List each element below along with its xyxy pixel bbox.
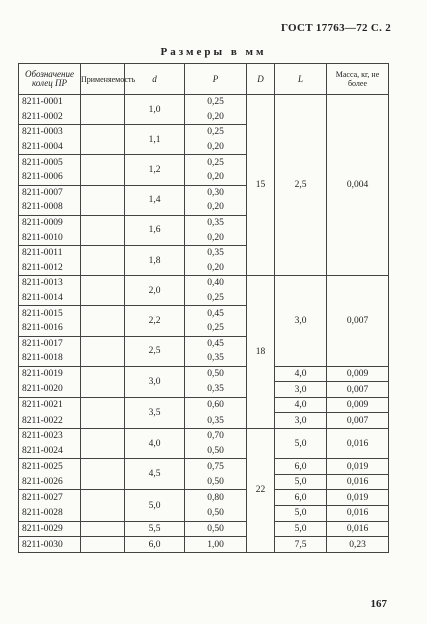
- application-cell: [81, 155, 125, 185]
- p-value: 0,35: [185, 382, 247, 398]
- p-value: 0,50: [185, 521, 247, 537]
- l-value: 5,0: [275, 474, 327, 490]
- row-code: 8211-0011: [19, 245, 81, 260]
- row-code: 8211-0009: [19, 215, 81, 230]
- l-value: 3,0: [275, 382, 327, 398]
- l-value: 3,0: [275, 413, 327, 429]
- l-value: 4,0: [275, 366, 327, 382]
- row-code: 8211-0025: [19, 459, 81, 475]
- row-code: 8211-0014: [19, 291, 81, 306]
- p-value: 0,20: [185, 230, 247, 245]
- row-code: 8211-0015: [19, 306, 81, 321]
- row-code: 8211-0008: [19, 200, 81, 215]
- d-outer-value: 18: [247, 276, 275, 429]
- mass-value: 0,016: [327, 521, 389, 537]
- p-value: 0,35: [185, 351, 247, 366]
- mass-value: 0,016: [327, 429, 389, 459]
- row-code: 8211-0018: [19, 351, 81, 366]
- mass-value: 0,004: [327, 95, 389, 276]
- row-code: 8211-0002: [19, 110, 81, 125]
- application-cell: [81, 306, 125, 336]
- application-cell: [81, 537, 125, 553]
- l-value: 7,5: [275, 537, 327, 553]
- row-code: 8211-0017: [19, 336, 81, 351]
- table-row: [19, 413, 389, 429]
- mass-value: 0,016: [327, 506, 389, 522]
- application-cell: [81, 276, 125, 306]
- table-row: [19, 276, 389, 291]
- d-value: 3,0: [125, 366, 185, 397]
- col-header-p: P: [185, 64, 247, 95]
- table-row: [19, 459, 389, 475]
- p-value: 0,45: [185, 306, 247, 321]
- mass-value: 0,019: [327, 490, 389, 506]
- p-value: 0,30: [185, 185, 247, 200]
- d-value: 2,0: [125, 276, 185, 306]
- application-cell: [81, 490, 125, 521]
- col-header-d-outer: D: [247, 64, 275, 95]
- d-value: 1,1: [125, 125, 185, 155]
- row-code: 8211-0029: [19, 521, 81, 537]
- col-header-l: L: [275, 64, 327, 95]
- row-code: 8211-0023: [19, 429, 81, 444]
- row-code: 8211-0021: [19, 397, 81, 413]
- col-header-application: Применяемость: [81, 64, 125, 95]
- l-value: 6,0: [275, 459, 327, 475]
- p-value: 1,00: [185, 537, 247, 553]
- d-value: 2,2: [125, 306, 185, 336]
- table-row: [19, 537, 389, 553]
- application-cell: [81, 95, 125, 125]
- row-code: 8211-0010: [19, 230, 81, 245]
- mass-value: 0,019: [327, 459, 389, 475]
- l-value: 3,0: [275, 276, 327, 367]
- p-value: 0,20: [185, 170, 247, 185]
- mass-value: 0,009: [327, 397, 389, 413]
- table-row: [19, 95, 389, 110]
- application-cell: [81, 336, 125, 366]
- d-value: 1,8: [125, 245, 185, 275]
- d-value: 1,4: [125, 185, 185, 215]
- application-cell: [81, 429, 125, 459]
- row-code: 8211-0026: [19, 474, 81, 490]
- l-value: 2,5: [275, 95, 327, 276]
- mass-value: 0,007: [327, 413, 389, 429]
- table-row: [19, 490, 389, 506]
- row-code: 8211-0012: [19, 261, 81, 276]
- p-value: 0,25: [185, 95, 247, 110]
- p-value: 0,40: [185, 276, 247, 291]
- col-header-designation: Обозначение колец ПР: [19, 64, 81, 95]
- table-row: [19, 382, 389, 398]
- p-value: 0,70: [185, 429, 247, 444]
- p-value: 0,80: [185, 490, 247, 506]
- d-value: 5,0: [125, 490, 185, 521]
- table-row: [19, 506, 389, 522]
- application-cell: [81, 366, 125, 397]
- page-header: [0, 22, 427, 38]
- table-header-row: [19, 64, 389, 95]
- application-cell: [81, 397, 125, 428]
- application-cell: [81, 459, 125, 490]
- p-value: 0,45: [185, 336, 247, 351]
- d-value: 1,2: [125, 155, 185, 185]
- p-value: 0,75: [185, 459, 247, 475]
- p-value: 0,60: [185, 397, 247, 413]
- row-code: 8211-0005: [19, 155, 81, 170]
- row-code: 8211-0030: [19, 537, 81, 553]
- p-value: 0,35: [185, 215, 247, 230]
- row-code: 8211-0001: [19, 95, 81, 110]
- d-outer-value: 15: [247, 95, 275, 276]
- col-header-mass: Масса, кг, не более: [327, 64, 389, 95]
- l-value: 5,0: [275, 521, 327, 537]
- p-value: 0,50: [185, 474, 247, 490]
- page-number: 167: [370, 598, 387, 610]
- p-value: 0,35: [185, 245, 247, 260]
- row-code: 8211-0028: [19, 506, 81, 522]
- row-code: 8211-0027: [19, 490, 81, 506]
- row-code: 8211-0006: [19, 170, 81, 185]
- row-code: 8211-0019: [19, 366, 81, 382]
- mass-value: 0,007: [327, 276, 389, 367]
- p-value: 0,25: [185, 155, 247, 170]
- p-value: 0,50: [185, 444, 247, 459]
- d-value: 2,5: [125, 336, 185, 366]
- p-value: 0,50: [185, 506, 247, 522]
- p-value: 0,25: [185, 321, 247, 336]
- d-value: 1,6: [125, 215, 185, 245]
- mass-value: 0,009: [327, 366, 389, 382]
- units-title: Размеры в мм: [160, 46, 267, 58]
- row-code: 8211-0013: [19, 276, 81, 291]
- table-row: [19, 429, 389, 444]
- d-value: 3,5: [125, 397, 185, 428]
- row-code: 8211-0003: [19, 125, 81, 140]
- application-cell: [81, 245, 125, 275]
- application-cell: [81, 185, 125, 215]
- row-code: 8211-0022: [19, 413, 81, 429]
- application-cell: [81, 521, 125, 537]
- row-code: 8211-0007: [19, 185, 81, 200]
- d-value: 6,0: [125, 537, 185, 553]
- row-code: 8211-0004: [19, 140, 81, 155]
- p-value: 0,35: [185, 413, 247, 429]
- d-value: 4,0: [125, 429, 185, 459]
- standard-number: ГОСТ 17763—72 С. 2: [280, 22, 391, 34]
- table-row: [19, 521, 389, 537]
- p-value: 0,20: [185, 110, 247, 125]
- application-cell: [81, 125, 125, 155]
- table-row: [19, 397, 389, 413]
- d-value: 4,5: [125, 459, 185, 490]
- p-value: 0,20: [185, 140, 247, 155]
- l-value: 5,0: [275, 506, 327, 522]
- col-header-d: d: [125, 64, 185, 95]
- p-value: 0,25: [185, 125, 247, 140]
- d-outer-value: 22: [247, 429, 275, 553]
- l-value: 5,0: [275, 429, 327, 459]
- l-value: 6,0: [275, 490, 327, 506]
- d-value: 1,0: [125, 95, 185, 125]
- application-cell: [81, 215, 125, 245]
- p-value: 0,20: [185, 261, 247, 276]
- mass-value: 0,23: [327, 537, 389, 553]
- p-value: 0,50: [185, 366, 247, 382]
- p-value: 0,20: [185, 200, 247, 215]
- p-value: 0,25: [185, 291, 247, 306]
- row-code: 8211-0024: [19, 444, 81, 459]
- dimensions-table: [18, 63, 389, 553]
- table-row: [19, 366, 389, 382]
- l-value: 4,0: [275, 397, 327, 413]
- row-code: 8211-0016: [19, 321, 81, 336]
- row-code: 8211-0020: [19, 382, 81, 398]
- mass-value: 0,007: [327, 382, 389, 398]
- mass-value: 0,016: [327, 474, 389, 490]
- table-row: [19, 474, 389, 490]
- d-value: 5,5: [125, 521, 185, 537]
